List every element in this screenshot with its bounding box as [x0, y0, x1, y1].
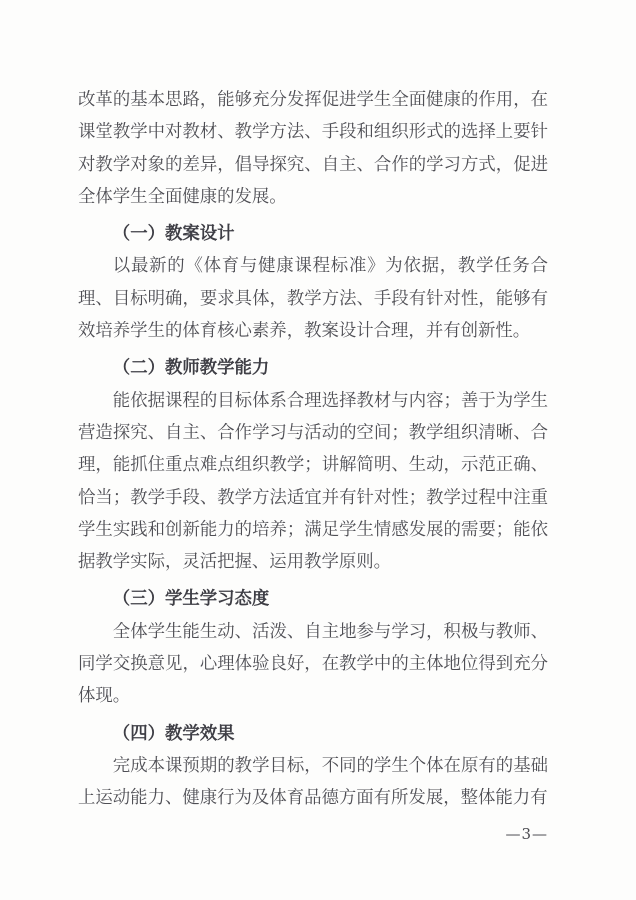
page-number: —3—	[505, 825, 548, 843]
section-heading-2: （二）教师教学能力	[112, 358, 270, 379]
section-heading-3: （三）学生学习态度	[112, 589, 270, 610]
paragraph-teaching-effect: 完成本课预期的教学目标，不同的学生个体在原有的基础上运动能力、健康行为及体育品德方面有所发展，整体能力有	[78, 755, 548, 809]
section-heading-4: （四）教学效果	[112, 723, 235, 744]
paragraph-student-attitude: 全体学生能生动、活泼、自主地参与学习，积极与教师、同学交换意见，心理体验良好，在教学中的主体地位得到充分体现。	[78, 621, 548, 707]
paragraph-teacher-ability: 能依据课程的目标体系合理选择教材与内容；善于为学生营造探究、自主、合作学习与活动的空间；教学组织清晰、合理，能抓住重点难点组织教学；讲解简明、生动，示范正确、恰当；教学手段、教学方法适宜并有针对性；教学过程中注重学生实践和创新能力的培养；满足学生情感发展的需要；能依据教学实际，灵活把握、运用教学原则。	[78, 390, 548, 573]
paragraph-continuation: 改革的基本思路，能够充分发挥促进学生全面健康的作用，在课堂教学中对教材、教学方法、手段和组织形式的选择上要针对教学对象的差异，倡导探究、自主、合作的学习方式，促进全体学生全面健康的发展。	[78, 90, 548, 207]
document-body	[78, 84, 548, 815]
section-heading-1: （一）教案设计	[112, 224, 235, 245]
paragraph-lesson-plan-design: 以最新的《体育与健康课程标准》为依据，教学任务合理、目标明确，要求具体，教学方法、手段有针对性，能够有效培养学生的体育核心素养，教案设计合理，并有创新性。	[78, 256, 548, 342]
